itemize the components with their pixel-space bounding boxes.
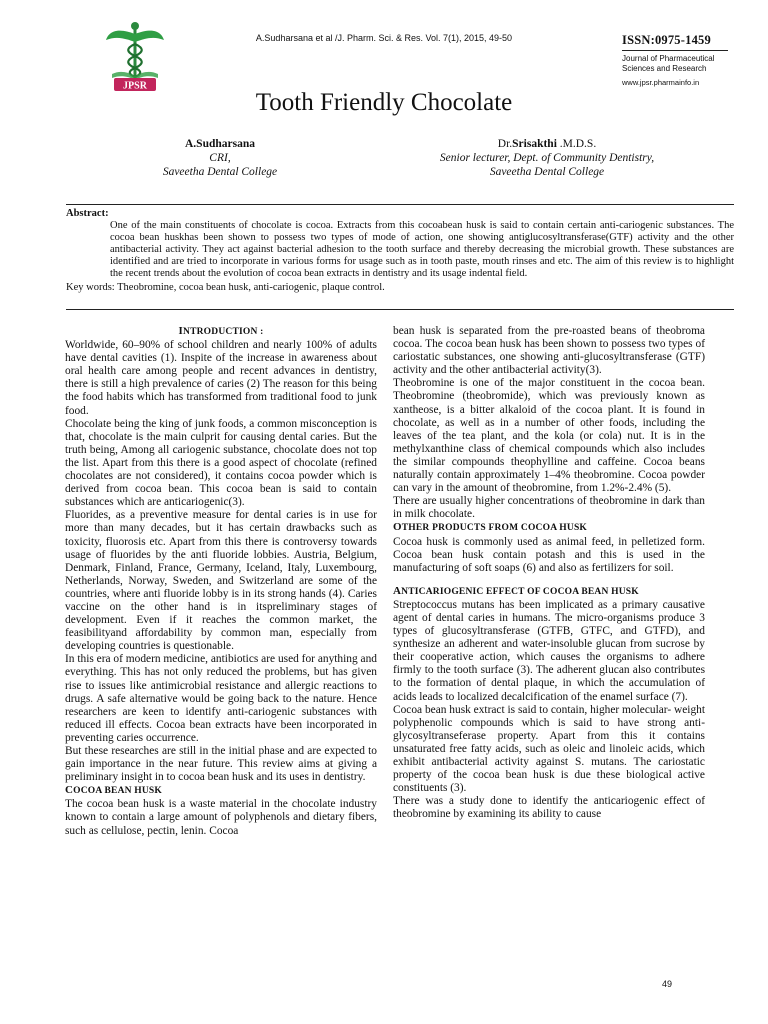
page-number: 49 — [662, 979, 673, 989]
paragraph: Theobromine is one of the major constituent in the cocoa bean. Theobromine (theobromide), which was previously known as xantheose, is a bitter alkaloid of the cocoa plant. It is found in chocolate, as well as in a number of other foods, including the leaves of the tea plant, and the kola (or cola) nut. It is in the methylxanthine class of chemical compounds which also includes the similar compounds theophylline and caffeine. Cocoa beans naturally contain approximately 1–4% theobromine. Cocoa powder can vary in the amount of theobromine, from 1.2%-2.4% (5). — [393, 377, 705, 495]
paragraph: bean husk is separated from the pre-roasted beans of theobroma cocoa. The cocoa bean husk has been shown to possess two types of cariostatic substances, one showing anti-glucosyltransferase (GTF) activity and the other antibacterial activity(3). — [393, 325, 705, 377]
paragraph: Cocoa husk is commonly used as animal feed, in pelletized form. Cocoa bean husk contain potash and this is used in the manufacturing of soft soaps (6) and also as fertilizers for soil. — [393, 535, 705, 574]
right-column — [393, 325, 705, 821]
paragraph: There are usually higher concentrations of theobromine in dark than in milk chocolate. — [393, 495, 705, 521]
article-title: Tooth Friendly Chocolate — [255, 89, 513, 116]
abstract-label: Abstract: — [66, 208, 109, 219]
author-affiliation: Saveetha Dental College — [162, 166, 278, 178]
section-heading-other-products: OTHER PRODUCTS FROM COCOA HUSK — [393, 521, 588, 534]
abstract-section — [66, 208, 734, 294]
paragraph: But these researches are still in the initial phase and are expected to gain importance in the near future. This review aims at giving a preliminary insight in to cocoa bean husk and its uses in dentistry. — [65, 745, 377, 784]
section-heading-introduction: INTRODUCTION : — [178, 325, 264, 337]
left-column — [65, 325, 377, 838]
paragraph: Fluorides, as a preventive measure for dental caries is in use for more than many decades, but it has certain drawbacks such as toxicity, fluorosis etc. Apart from this there is controversy towards usage of fluorides by the anti fluoride lobbies. Austria, Belgium, Denmark, Finland, France, Germany, Iceland, Italy, Luxembourg, Netherlands, Norway, Sweden, and Switzerland are some of the countries, where anti fluoride lobby is in its strong hands (4). Caries vaccine on the other hand is in itspreliminary stages of development. Even if it reaches the common market, the feasibilityand affordability by common man, especially from developing countries is questionable. — [65, 509, 377, 653]
journal-url[interactable]: www.jpsr.pharmainfo.in — [622, 78, 700, 87]
paragraph: In this era of modern medicine, antibiotics are used for anything and everything. This has not only reduced the problems, but has given rise to issues like antimicrobial resistance and allergic reactions to drugs. A safe alternative would be going back to the nature. Hence researchers are keen to identify anti-cariogenic substances with reduced ill effects. Cocoa bean extracts have been incorporated in preventing caries occurrence. — [65, 653, 377, 744]
abstract-top-rule — [66, 204, 734, 205]
caduceus-logo-icon — [104, 20, 166, 92]
author-name: A.Sudharsana — [185, 138, 255, 150]
journal-name-line2: Sciences and Research — [622, 64, 707, 73]
citation-line: A.Sudharsana et al /J. Pharm. Sci. & Res. Vol. 7(1), 2015, 49-50 — [255, 33, 513, 43]
paragraph: The cocoa bean husk is a waste material in the chocolate industry known to contain a large amount of polyphenols and dietary fibers, such as cellulose, pectin, lenin. Cocoa — [65, 798, 377, 837]
abstract-text: One of the main constituents of chocolate is cocoa. Extracts from this cocoabean husk is said to contain certain anti-cariogenic substances. The cocoa bean huskhas been shown to possess two types of mode of action, one showing antiglucosyltransferase(GTF) activity and the other antibacterial activity. They act against bacterial adhesion to the tooth surface and thereby decreasing the microbial growth. These substances are identified and are tried to incorporate in various forms for usage such as in tooth paste, mouth rinses and etc. The aim of this review is to highlight the recent trends about the evolution of cocoa bean extracts in dentistry and its usage indental field. — [110, 220, 734, 279]
journal-logo — [104, 20, 166, 92]
issn-divider — [622, 50, 728, 51]
author-affiliation: CRI, — [209, 152, 231, 164]
abstract-bottom-rule — [66, 309, 734, 310]
journal-name-line1: Journal of Pharmaceutical — [622, 54, 715, 63]
issn-block — [622, 33, 732, 87]
paragraph: There was a study done to identify the anticariogenic effect of theobromine by examining its ability to cause — [393, 795, 705, 821]
keywords: Key words: Theobromine, cocoa bean husk, anti-cariogenic, plaque control. — [66, 282, 385, 293]
author-affiliation: Senior lecturer, Dept. of Community Dentistry, — [439, 152, 655, 164]
author-block-2 — [412, 137, 682, 179]
author-name: Dr.Srisakthi .M.D.S. — [497, 138, 597, 150]
svg-text:JPSR: JPSR — [123, 80, 147, 92]
author-affiliation: Saveetha Dental College — [489, 166, 605, 178]
author-block-1 — [140, 137, 300, 179]
paragraph: Chocolate being the king of junk foods, a common misconception is that, chocolate is the main culprit for causing dental caries. But the truth being, Among all cariogenic substance, chocolate does not top the list. Apart from this there is a good aspect of chocolate (refined chocolates are not considered), it contains cocoa powder which is derived from cocoa bean. This cocoa bean is said to contain substances which are anticariogenic(3). — [65, 417, 377, 509]
issn-number: ISSN:0975-1459 — [622, 33, 711, 47]
paragraph: Cocoa bean husk extract is said to contain, higher molecular- weight polyphenolic compounds which is said to have strong anti-glycosyltranseferase property. Apart from this it contains unsaturated free fatty acids, such as oleic and linoleic acids, which exhibit antibacterial activity against S. mutans. The cariostatic property of the cocoa bean husk is due these biological active constituents (3). — [393, 703, 705, 795]
paragraph: Worldwide, 60–90% of school children and nearly 100% of adults have dental cavities (1). Inspite of the increase in awareness about oral health care among people and recent advances in dentistry, there is still a high prevalence of caries (2) The reason for this being the food habits which has transformed from traditional food to junk food. — [65, 339, 377, 417]
paragraph: Streptococcus mutans has been implicated as a primary causative agent of dental caries in humans. The micro-organisms produce 3 types of glucosyltransferase (GTFB, GTFC, and GTFD), and synthesize an adherent and water-insoluble glucan from sucrose by their cooperative action, which causes the organisms to adhere firmly to the tooth surface (3). The adherent glucan also contributes to the formation of dental plaque, in which the accumulation of acids leads to localized decalcification of the enamel surface (7). — [393, 598, 705, 703]
section-heading-cocoa-bean-husk: COCOA BEAN HUSK — [65, 784, 162, 797]
section-heading-anticariogenic-effect: ANTICARIOGENIC EFFECT OF COCOA BEAN HUSK — [393, 584, 639, 597]
